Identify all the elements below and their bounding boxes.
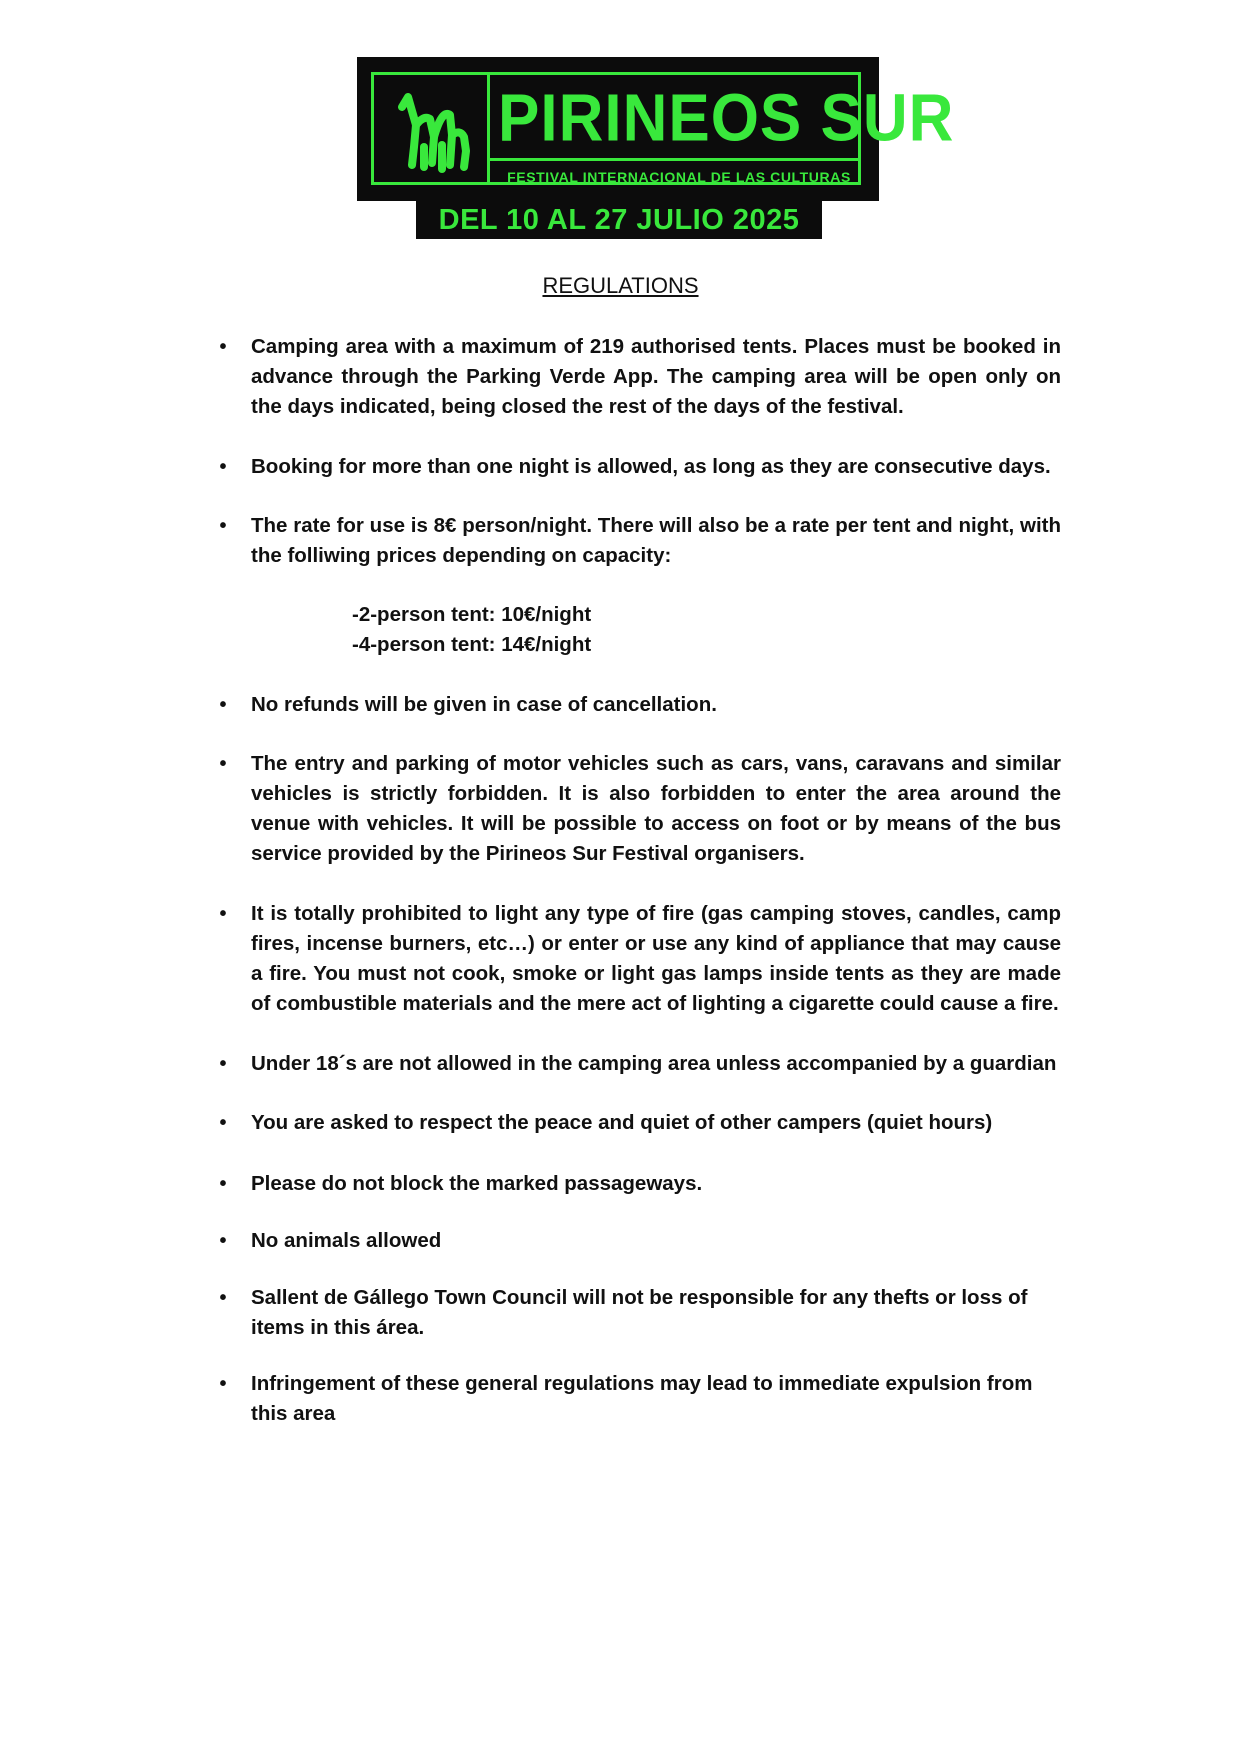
bullet-icon: • bbox=[219, 336, 227, 358]
rule-item bbox=[219, 1369, 1061, 1429]
rule-item bbox=[219, 452, 1061, 482]
rule-item bbox=[219, 511, 1061, 571]
bullet-icon: • bbox=[219, 1173, 227, 1195]
bullet-icon: • bbox=[219, 1287, 227, 1309]
rule-text: No refunds will be given in case of cancellation. bbox=[251, 693, 717, 716]
rule-text: Infringement of these general regulations may lead to immediate expulsion from this area bbox=[251, 1372, 1033, 1425]
logo-frame bbox=[371, 72, 955, 185]
rule-text: The entry and parking of motor vehicles such as cars, vans, caravans and similar vehicles is strictly forbidden. It is also forbidden to enter the area around the venue with vehicles. It will be possible to access on foot or by means of the bus service provided by the Pirineos Sur Festival organisers. bbox=[251, 752, 1061, 865]
rule-text: You are asked to respect the peace and quiet of other campers (quiet hours) bbox=[251, 1111, 993, 1134]
bullet-icon: • bbox=[219, 1230, 227, 1252]
bullet-icon: • bbox=[219, 694, 227, 716]
rule-item bbox=[219, 1049, 1061, 1079]
festival-logo bbox=[357, 57, 955, 201]
rule-item bbox=[219, 749, 1061, 869]
rule-text: Sallent de Gállego Town Council will not be responsible for any thefts or loss of items in this área. bbox=[251, 1286, 1028, 1339]
bullet-icon: • bbox=[219, 515, 227, 537]
rule-item bbox=[219, 899, 1061, 1019]
bullet-icon: • bbox=[219, 456, 227, 478]
rule-item bbox=[219, 1283, 1061, 1343]
tent-prices bbox=[352, 600, 591, 660]
rule-item bbox=[219, 690, 1061, 720]
rule-text: Camping area with a maximum of 219 authorised tents. Places must be booked in advance through the Parking Verde App. The camping area will be open only on the days indicated, being closed the rest of the days of the festival. bbox=[251, 335, 1061, 418]
rule-text: Please do not block the marked passageways. bbox=[251, 1172, 703, 1195]
bullet-icon: • bbox=[219, 903, 227, 925]
logo-divider-vertical bbox=[487, 75, 490, 182]
rule-text: It is totally prohibited to light any type of fire (gas camping stoves, candles, camp fires, incense burners, etc…) or enter or use any kind of appliance that may cause a fire. You must not cook, smoke or light gas lamps inside tents as they are made of combustible materials and the mere act of lighting a cigarette could cause a fire. bbox=[251, 902, 1061, 1015]
bullet-icon: • bbox=[219, 753, 227, 775]
rule-text: Booking for more than one night is allowed, as long as they are consecutive days. bbox=[251, 455, 1051, 478]
camel-icon bbox=[394, 85, 472, 175]
logo-title: PIRINEOS SUR bbox=[498, 81, 955, 156]
rule-item bbox=[219, 332, 1061, 422]
document-title: REGULATIONS bbox=[542, 273, 699, 298]
rule-item bbox=[219, 1169, 1061, 1199]
bullet-icon: • bbox=[219, 1373, 227, 1395]
tent-price-item: -2-person tent: 10€/night bbox=[352, 603, 592, 626]
bullet-icon: • bbox=[219, 1053, 227, 1075]
rule-text: The rate for use is 8€ person/night. There will also be a rate per tent and night, with the folliwing prices depending on capacity: bbox=[251, 514, 1061, 567]
rule-item bbox=[219, 1108, 1061, 1138]
bullet-icon: • bbox=[219, 1112, 227, 1134]
tent-price-item: -4-person tent: 14€/night bbox=[352, 633, 592, 656]
rule-item bbox=[219, 1226, 1061, 1256]
rule-text: No animals allowed bbox=[251, 1229, 442, 1252]
date-banner: DEL 10 AL 27 JULIO 2025 bbox=[416, 201, 822, 239]
rule-text: Under 18´s are not allowed in the camping area unless accompanied by a guardian bbox=[251, 1052, 1057, 1075]
logo-subtitle: FESTIVAL INTERNACIONAL DE LAS CULTURAS bbox=[507, 169, 851, 185]
